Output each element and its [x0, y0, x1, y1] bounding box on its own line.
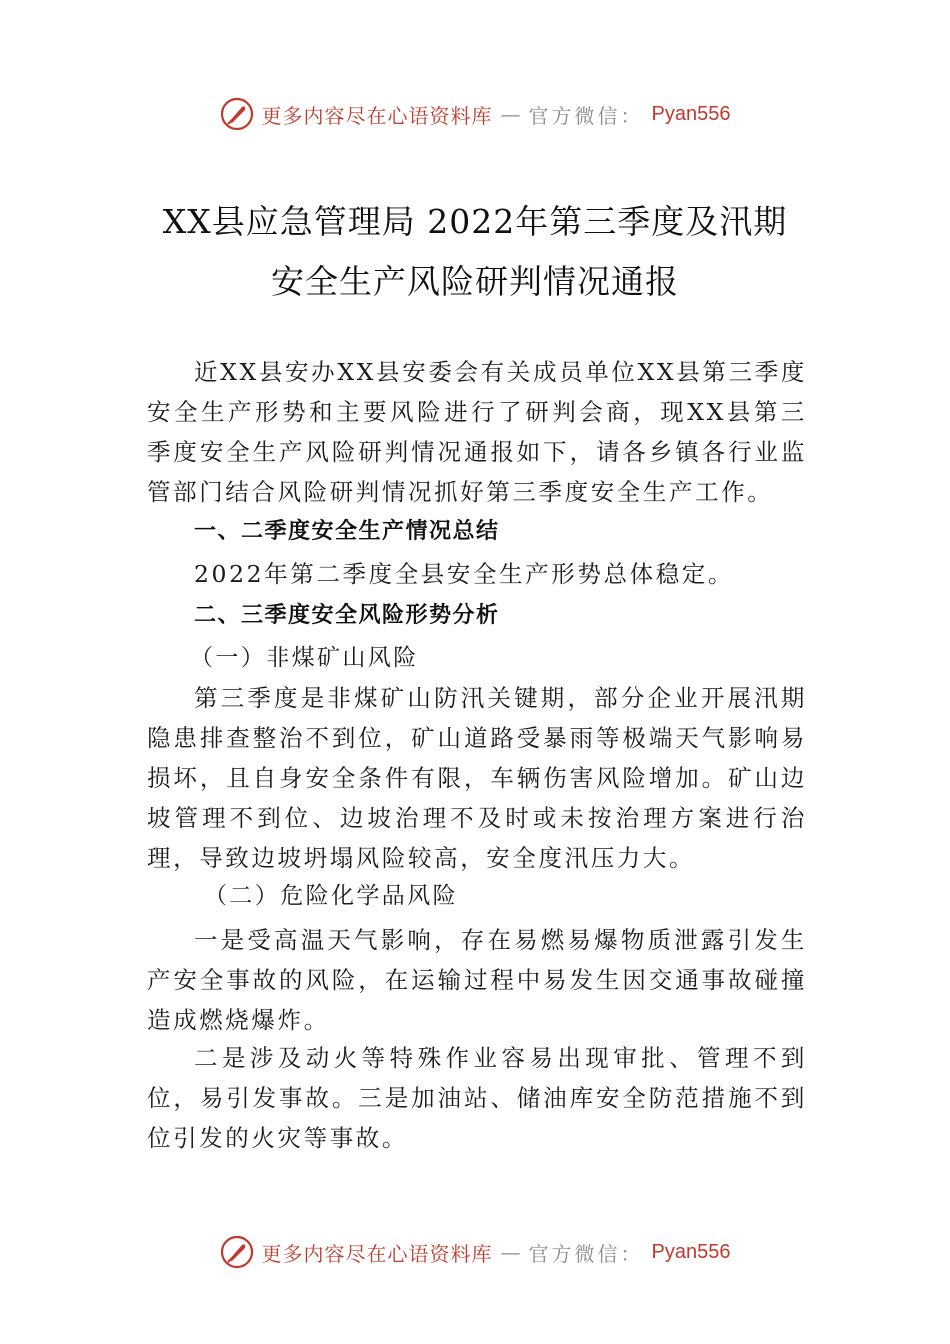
subsection-1-heading: （一）非煤矿山风险 [190, 645, 419, 671]
subsection-2-paragraph-2: 二是涉及动火等特殊作业容易出现审批、管理不到位，易引发事故。三是加油站、储油库安全防范措施不到位引发的火灾等事故。 [147, 1044, 807, 1152]
wechat-label: 官方微信： [528, 103, 644, 128]
promo-text: 更多内容尽在心语资料库 [261, 1241, 493, 1266]
section-2-heading: 二、三季度安全风险形势分析 [194, 603, 500, 628]
subsection-1-paragraph: 第三季度是非煤矿山防汛关键期，部分企业开展汛期隐患排查整治不到位，矿山道路受暴雨等极端天气影响易损坏，且自身安全条件有限，车辆伤害风险增加。矿山边坡管理不到位、边坡治理不及时或未按治理方案进行治理，导致边坡坍塌风险较高，安全度汛压力大。 [147, 684, 807, 872]
section-1-text: 2022年第二季度全县安全生产形势总体稳定。 [194, 560, 735, 588]
wechat-handle: Pyan556 [651, 102, 731, 125]
wechat-label: 官方微信： [528, 1241, 644, 1266]
document-title-line-1: XX县应急管理局 2022年第三季度及汛期 [162, 202, 788, 241]
intro-paragraph: 近XX县安办XX县安委会有关成员单位XX县第三季度安全生产形势和主要风险进行了研判会商，现XX县第三季度安全生产风险研判情况通报如下，请各乡镇各行业监管部门结合风险研判情况抓好第三季度安全生产工作。 [147, 358, 807, 506]
banner-separator: — [500, 1240, 521, 1264]
wechat-handle: Pyan556 [651, 1240, 731, 1263]
subsection-2-paragraph-1: 一是受高温天气影响，存在易燃易爆物质泄露引发生产安全事故的风险，在运输过程中易发生因交通事故碰撞造成燃烧爆炸。 [147, 926, 807, 1034]
section-1-heading: 一、二季度安全生产情况总结 [194, 519, 500, 544]
subsection-2-heading: （二）危险化学品风险 [204, 883, 458, 909]
banner-separator: — [500, 102, 521, 126]
document-title-line-2: 安全生产风险研判情况通报 [271, 262, 679, 301]
quill-logo-icon [220, 97, 254, 131]
footer-banner [0, 1232, 950, 1272]
quill-logo-icon [220, 1235, 254, 1269]
header-banner [0, 94, 950, 134]
promo-text: 更多内容尽在心语资料库 [261, 103, 493, 128]
